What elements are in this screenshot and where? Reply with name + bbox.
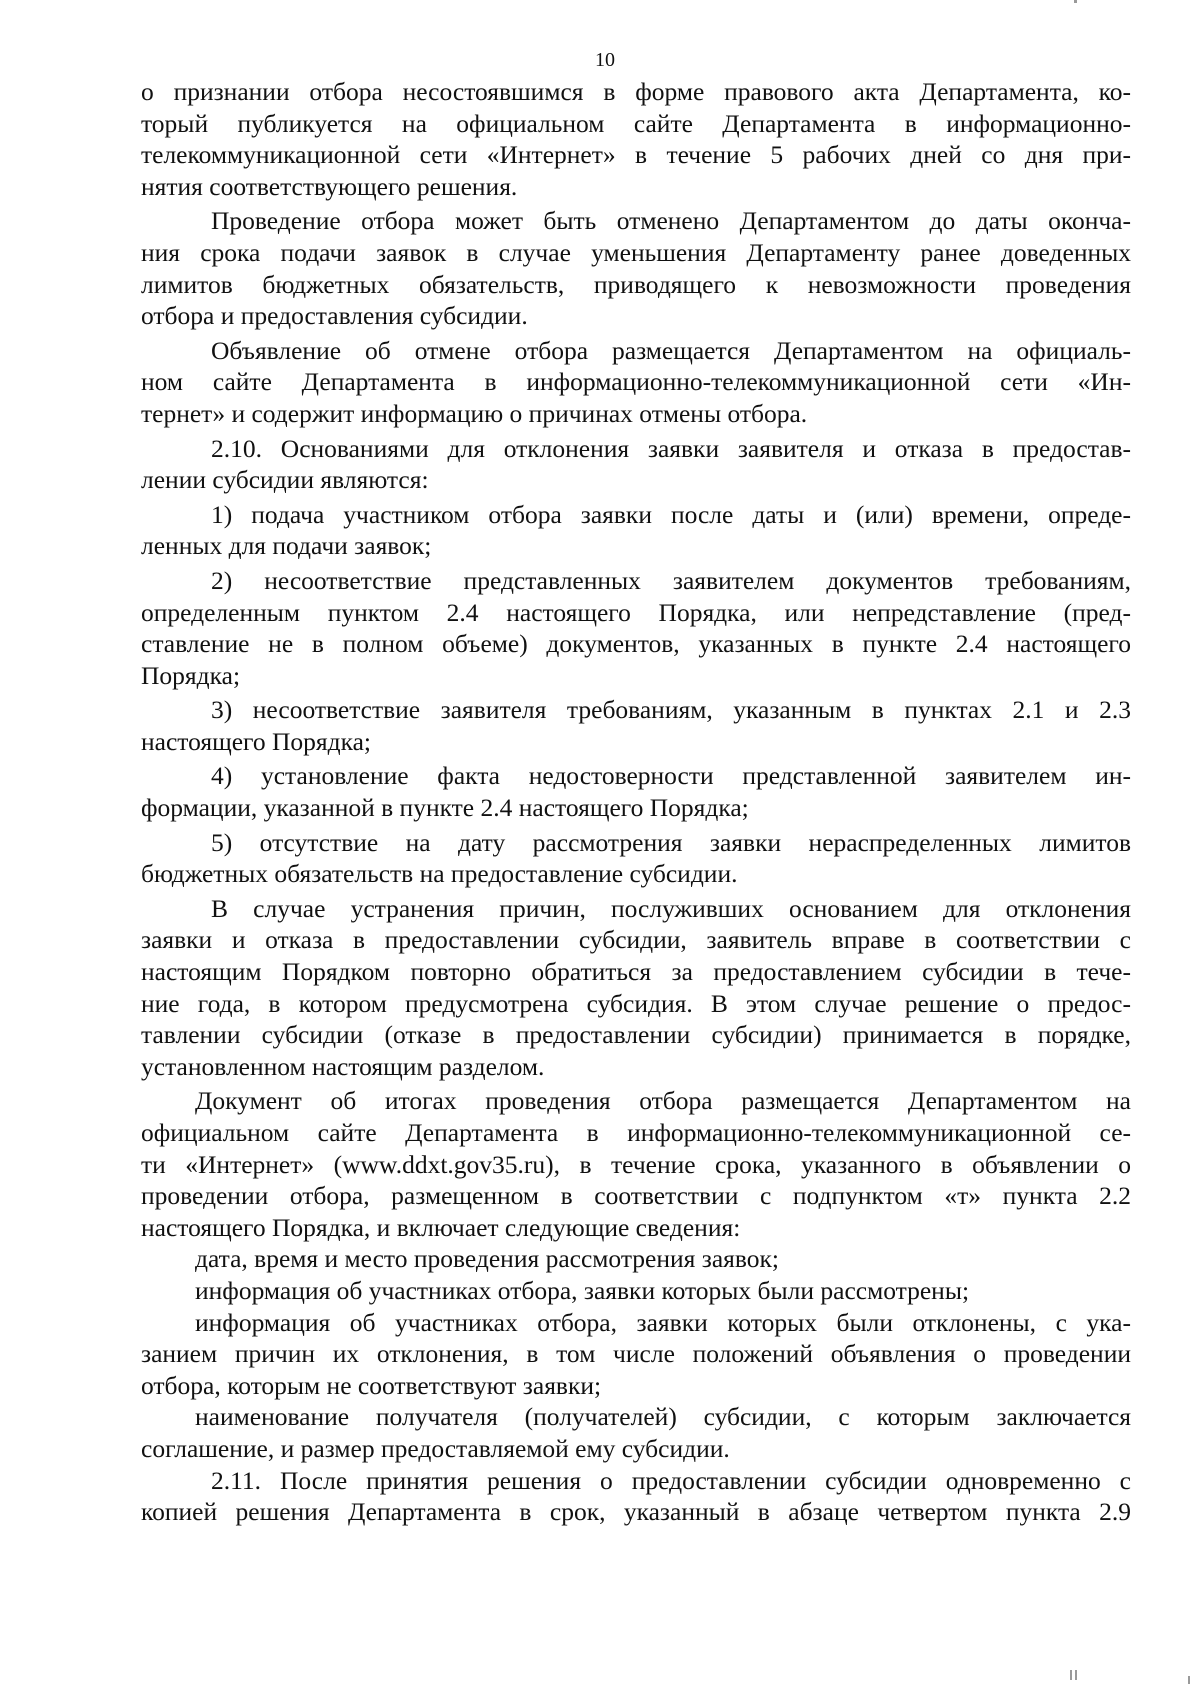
text-line: занием причин их отклонения, в том числе положений объявления о проведении <box>141 1339 1131 1369</box>
text-line: о признании отбора несостоявшимся в форме правового акта Департамента, ко- <box>141 77 1131 106</box>
text-line: официальном сайте Департамента в информационно-телекоммуникационной се- <box>141 1118 1131 1147</box>
text-line: Документ об итогах проведения отбора размещается Департаментом на <box>195 1086 1131 1116</box>
page-number: 10 <box>595 49 615 71</box>
text-line: настоящим Порядком повторно обратиться за предоставлением субсидии в тече- <box>141 957 1131 987</box>
text-line: В случае устранения причин, послуживших основанием для отклонения <box>211 893 1131 923</box>
scan-artifact <box>1075 1670 1077 1680</box>
text-line: 5) отсутствие на дату рассмотрения заявки нераспределенных лимитов <box>211 827 1131 857</box>
text-line: Порядка; <box>141 660 241 690</box>
text-line: настоящего Порядка, и включает следующие сведения: <box>141 1212 741 1242</box>
text-line: 2) несоответствие представленных заявителем документов требованиям, <box>211 565 1131 595</box>
text-line: ленных для подачи заявок; <box>141 531 432 561</box>
text-line: ти «Интернет» (www.ddxt.gov35.ru), в течение срока, указанного в объявлении о <box>141 1149 1131 1179</box>
text-line: 2.10. Основаниями для отклонения заявки заявителя и отказа в предостав- <box>211 433 1131 463</box>
text-line: тернет» и содержит информацию о причинах отмены отбора. <box>141 398 808 428</box>
text-line: 1) подача участником отбора заявки после даты и (или) времени, опреде- <box>211 499 1131 529</box>
text-line: лении субсидии являются: <box>141 465 429 495</box>
text-line: ния срока подачи заявок в случае уменьшения Департаменту ранее доведенных <box>141 237 1131 267</box>
text-line: тавлении субсидии (отказе в предоставлении субсидии) принимается в порядке, <box>141 1020 1131 1050</box>
document-body <box>141 76 1131 1528</box>
text-line: бюджетных обязательств на предоставление субсидии. <box>141 859 738 889</box>
text-line: ном сайте Департамента в информационно-телекоммуникационной сети «Ин- <box>141 367 1131 397</box>
text-line: телекоммуникационной сети «Интернет» в течение 5 рабочих дней со дня при- <box>141 140 1131 170</box>
text-line: информация об участниках отбора, заявки которых были рассмотрены; <box>195 1275 970 1305</box>
scan-artifact <box>1074 0 1077 3</box>
text-line: дата, время и место проведения рассмотрения заявок; <box>195 1244 779 1274</box>
text-line: лимитов бюджетных обязательств, приводящего к невозможности проведения <box>141 269 1131 299</box>
text-line: Объявление об отмене отбора размещается Департаментом на официаль- <box>211 335 1131 365</box>
scan-artifact <box>1070 1670 1072 1680</box>
text-line: 2.11. После принятия решения о предоставлении субсидии одновременно с <box>211 1465 1131 1495</box>
text-line: 3) несоответствие заявителя требованиям, указанным в пунктах 2.1 и 2.3 <box>211 695 1131 725</box>
text-line: проведении отбора, размещенном в соответствии с подпунктом «т» пункта 2.2 <box>141 1181 1131 1211</box>
text-line: определенным пунктом 2.4 настоящего Порядка, или непредставление (пред- <box>141 597 1131 627</box>
text-line: 4) установление факта недостоверности представленной заявителем ин- <box>211 761 1131 791</box>
text-line: Проведение отбора может быть отменено Департаментом до даты оконча- <box>211 206 1131 236</box>
text-line: нятия соответствующего решения. <box>141 171 518 201</box>
text-line: ние года, в котором предусмотрена субсидия. В этом случае решение о предос- <box>141 988 1131 1018</box>
text-line: установленном настоящим разделом. <box>141 1051 545 1081</box>
scan-artifact <box>1188 1676 1190 1684</box>
text-line: настоящего Порядка; <box>141 726 372 756</box>
text-line: информация об участниках отбора, заявки которых были отклонены, с ука- <box>195 1307 1131 1337</box>
text-line: формации, указанной в пункте 2.4 настоящего Порядка; <box>141 793 749 823</box>
text-line: отбора, которым не соответствуют заявки; <box>141 1370 602 1400</box>
text-line: заявки и отказа в предоставлении субсидии, заявитель вправе в соответствии с <box>141 925 1131 955</box>
text-line: торый публикуется на официальном сайте Департамента в информационно- <box>141 108 1131 138</box>
text-line: отбора и предоставления субсидии. <box>141 301 528 331</box>
text-line: соглашение, и размер предоставляемой ему субсидии. <box>141 1433 730 1463</box>
text-line: копией решения Департамента в срок, указанный в абзаце четвертом пункта 2.9 <box>141 1497 1131 1527</box>
text-line: наименование получателя (получателей) субсидии, с которым заключается <box>195 1402 1131 1432</box>
text-line: ставление не в полном объеме) документов, указанных в пункте 2.4 настоящего <box>141 629 1131 659</box>
